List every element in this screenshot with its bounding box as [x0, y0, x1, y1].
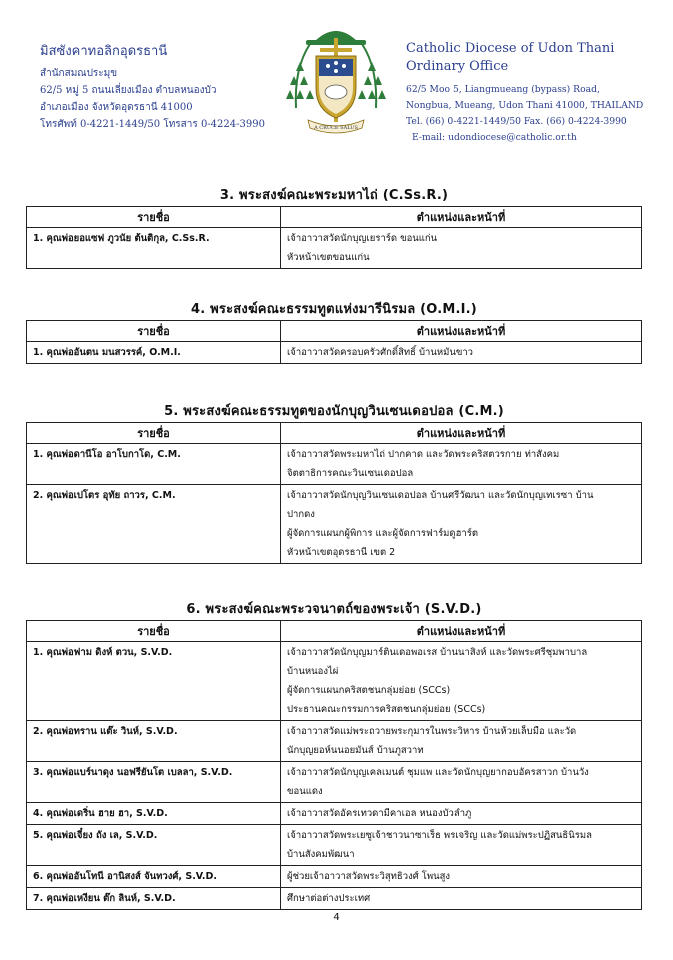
section-title: 5. พระสงฆ์คณะธรรมทูตของนักบุญวินเซนเดอปอล (C.M.): [164, 404, 504, 419]
priest-table: [26, 620, 642, 910]
table-row: [27, 485, 642, 564]
priest-duties: [281, 762, 642, 803]
duty-line: เจ้าอาวาสวัดพระมหาไถ่ ปากคาด และวัดพระคริสตวรกาย ท่าสังคม: [287, 449, 560, 460]
priest-duties: [281, 888, 642, 910]
letterhead-thai: [40, 40, 280, 133]
priest-name: 7. คุณพ่อเหงียน ต๊ก ลินห์, S.V.D.: [27, 888, 281, 910]
column-header-name: รายชื่อ: [27, 321, 281, 342]
priest-name: 1. คุณพ่อดานีโอ อาโบกาโด, C.M.: [27, 444, 281, 485]
duty-line: หัวหน้าเขตอุดรธานี เขต 2: [287, 547, 396, 558]
table-header-row: [27, 321, 642, 342]
duty-line: เจ้าอาวาสวัดนักบุญวินเซนเดอปอล บ้านศรีวัฒนา และวัดนักบุญเทเรซา บ้าน: [287, 490, 594, 501]
table-row: [27, 342, 642, 364]
duty-line: ผู้จัดการแผนกคริสตชนกลุ่มย่อย (SCCs): [287, 685, 451, 696]
table-row: [27, 803, 642, 825]
duty-line: เจ้าอาวาสวัดอัครเทวดามีคาเอล หนองบัวลำภู: [287, 808, 472, 819]
address-line-2-english: Nongbua, Mueang, Udon Thani 41000, THAILAND: [406, 100, 644, 111]
priest-table: [26, 206, 642, 269]
priest-name: 1. คุณพ่ออันตน มนสวรรค์, O.M.I.: [27, 342, 281, 364]
duty-line: ขอนแดง: [287, 786, 323, 797]
column-header-duty: ตำแหน่งและหน้าที่: [281, 423, 642, 444]
priest-duties: [281, 721, 642, 762]
priest-name: 5. คุณพ่อเจี๋ยง ถัง เล, S.V.D.: [27, 825, 281, 866]
crest-motto: A CRUCE SALUS: [314, 125, 358, 131]
table-row: [27, 866, 642, 888]
priest-duties: [281, 866, 642, 888]
priest-duties: [281, 342, 642, 364]
priest-duties: [281, 485, 642, 564]
phone-thai: โทรศัพท์ 0-4221-1449/50 โทรสาร 0-4224-3990: [40, 119, 265, 130]
duty-line: เจ้าอาวาสวัดแม่พระถวายพระกุมารในพระวิหาร บ้านห้วยเล็บมือ และวัด: [287, 726, 577, 737]
office-name-thai: สำนักสมณประมุข: [40, 68, 118, 79]
address-line-1-thai: 62/5 หมู่ 5 ถนนเลี่ยงเมือง ตำบลหนองบัว: [40, 85, 217, 96]
org-name-thai: มิสซังคาทอลิกอุดรธานี: [40, 44, 168, 59]
office-name-english: Ordinary Office: [406, 59, 509, 74]
table-header-row: [27, 423, 642, 444]
address-line-1-english: 62/5 Moo 5, Liangmueang (bypass) Road,: [406, 84, 600, 95]
table-row: [27, 721, 642, 762]
priest-duties: [281, 444, 642, 485]
priest-duties: [281, 803, 642, 825]
diocese-crest-logo: [276, 18, 396, 138]
duty-line: ประธานคณะกรรมการคริสตชนกลุ่มย่อย (SCCs): [287, 704, 486, 715]
duty-line: เจ้าอาวาสวัดนักบุญมาร์ตินเดอพอเรส บ้านนาสิงห์ และวัดพระศรีชุมพาบาล: [287, 647, 588, 658]
duty-line: เจ้าอาวาสวัดครอบครัวศักดิ์สิทธิ์ บ้านหมันขาว: [287, 347, 474, 358]
page-number: 4: [333, 912, 340, 923]
priest-name: 6. คุณพ่ออันโทนี อานิสงส์ จันทวงศ์, S.V.D.: [27, 866, 281, 888]
table-row: [27, 642, 642, 721]
column-header-duty: ตำแหน่งและหน้าที่: [281, 207, 642, 228]
priest-name: 4. คุณพ่อเดริ่น ฮาย ฮา, S.V.D.: [27, 803, 281, 825]
column-header-name: รายชื่อ: [27, 207, 281, 228]
duty-line: เจ้าอาวาสวัดนักบุญเคลเมนต์ ชุมแพ และวัดนักบุญยากอบอัครสาวก บ้านวัง: [287, 767, 589, 778]
letterhead-english: [406, 40, 666, 146]
duty-line: นักบุญยอห์นนอยมันส์ บ้านภูสวาท: [287, 745, 424, 756]
org-name-english: Catholic Diocese of Udon Thani: [406, 41, 615, 56]
duty-line: ผู้จัดการแผนกผู้พิการ และผู้จัดการฟาร์มดูฮาร์ต: [287, 528, 479, 539]
duty-line: ปากดง: [287, 509, 315, 520]
table-row: [27, 825, 642, 866]
priest-duties: [281, 642, 642, 721]
table-header-row: [27, 207, 642, 228]
column-header-duty: ตำแหน่งและหน้าที่: [281, 321, 642, 342]
table-row: [27, 888, 642, 910]
table-row: [27, 444, 642, 485]
priest-table: [26, 422, 642, 564]
priest-name: 3. คุณพ่อแบร์นาดุง นอฟรียันโต เบลลา, S.V.D.: [27, 762, 281, 803]
section-title: 3. พระสงฆ์คณะพระมหาไถ่ (C.Ss.R.): [219, 188, 449, 203]
duty-line: เจ้าอาวาสวัดพระเยซูเจ้าชาวนาซาเร็ธ พรเจริญ และวัดแม่พระปฏิสนธินิรมล: [287, 830, 592, 841]
email-english: E-mail: udondiocese@catholic.or.th: [412, 132, 577, 143]
table-row: [27, 762, 642, 803]
column-header-name: รายชื่อ: [27, 423, 281, 444]
section-title: 6. พระสงฆ์คณะพระวจนาตถ์ของพระเจ้า (S.V.D.): [186, 602, 482, 617]
duty-line: บ้านหนองไผ่: [287, 666, 339, 677]
duty-line: จิตตาธิการคณะวินเซนเดอปอล: [287, 468, 414, 479]
address-line-2-thai: อำเภอเมือง จังหวัดอุดรธานี 41000: [40, 102, 193, 113]
duty-line: เจ้าอาวาสวัดนักบุญเยราร์ด ขอนแก่น: [287, 233, 438, 244]
priest-table: [26, 320, 642, 364]
priest-name: 1. คุณพ่อยอแซฟ ภูวนัย ต้นติกุล, C.Ss.R.: [27, 228, 281, 269]
duty-line: บ้านสังคมพัฒนา: [287, 849, 355, 860]
duty-line: หัวหน้าเขตขอนแก่น: [287, 252, 370, 263]
priest-duties: [281, 825, 642, 866]
table-header-row: [27, 621, 642, 642]
priest-duties: [281, 228, 642, 269]
column-header-duty: ตำแหน่งและหน้าที่: [281, 621, 642, 642]
phone-english: Tel. (66) 0-4221-1449/50 Fax. (66) 0-4224-3990: [406, 116, 627, 127]
duty-line: ผู้ช่วยเจ้าอาวาสวัดพระวิสุทธิวงศ์ โพนสูง: [287, 871, 451, 882]
column-header-name: รายชื่อ: [27, 621, 281, 642]
priest-name: 2. คุณพ่อทราน แต๊ะ วินห์, S.V.D.: [27, 721, 281, 762]
section-title: 4. พระสงฆ์คณะธรรมทูตแห่งมารีนิรมล (O.M.I.): [191, 302, 477, 317]
table-row: [27, 228, 642, 269]
priest-name: 1. คุณพ่อฟาม ดิงห์ ตวน, S.V.D.: [27, 642, 281, 721]
duty-line: ศึกษาต่อต่างประเทศ: [287, 893, 371, 904]
priest-name: 2. คุณพ่อเปโตร อุทัย ถาวร, C.M.: [27, 485, 281, 564]
